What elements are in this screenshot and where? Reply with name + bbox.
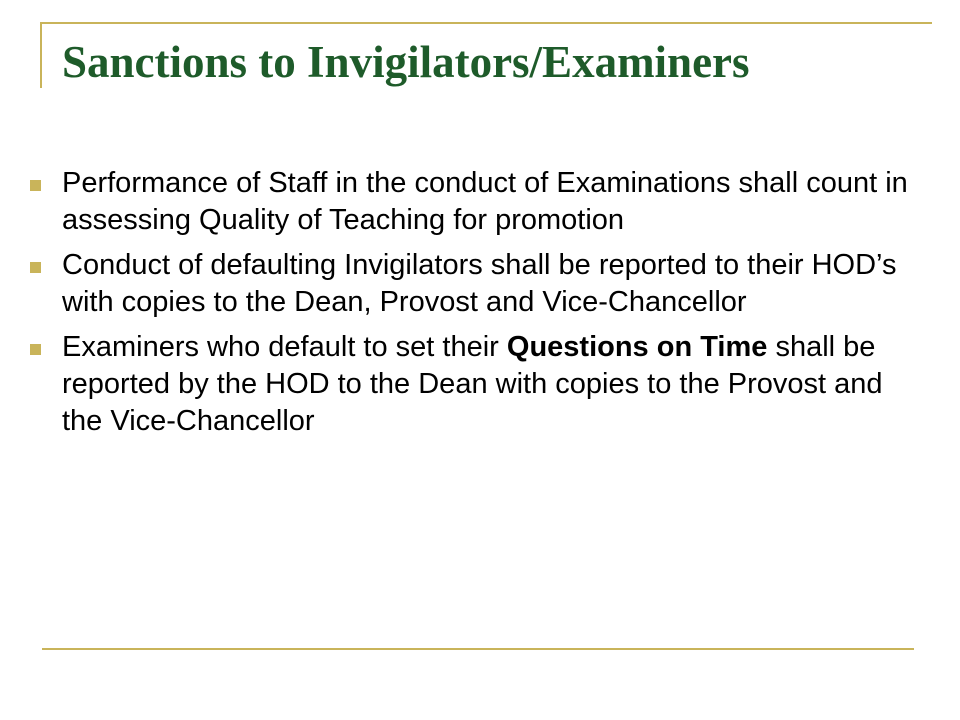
bullet-text [62, 331, 883, 437]
square-bullet-icon [30, 344, 41, 355]
frame-bottom-line [42, 648, 914, 650]
bullet-text [62, 249, 896, 318]
bullet-text-segment: Performance of Staff in the conduct of Examinations shall count in assessing Quality of Teaching for promotion [62, 167, 908, 236]
slide-title: Sanctions to Invigilators/Examiners [62, 37, 750, 87]
square-bullet-icon [30, 262, 41, 273]
bullet-list [0, 165, 960, 448]
bullet-text-segment: Conduct of defaulting Invigilators shall be reported to their HOD’s with copies to the Dean, Provost and Vice-Chancellor [62, 249, 897, 318]
bullet-item [0, 247, 960, 321]
bullet-text-segment: shall be reported by the HOD to the Dean with copies to the Provost and the Vice-Chancellor [62, 331, 883, 437]
frame-top-line [40, 22, 932, 24]
square-bullet-icon [30, 180, 41, 191]
bullet-item [0, 165, 960, 239]
bullet-text-segment: Examiners who default to set their [62, 331, 507, 363]
bullet-text-emphasis: Questions on Time [506, 331, 768, 363]
bullet-text [62, 167, 908, 236]
frame-left-line [40, 22, 42, 88]
bullet-item [0, 329, 960, 440]
